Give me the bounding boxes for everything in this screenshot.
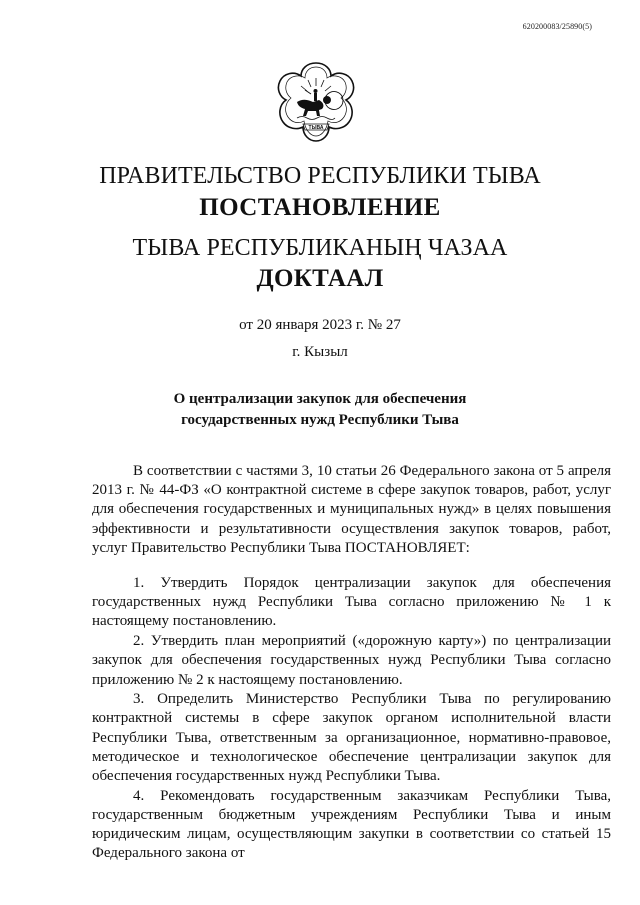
- emblem-banner-text: ТЫВА: [308, 125, 324, 131]
- decree-city: г. Кызыл: [292, 344, 348, 360]
- government-heading-tuvan: ТЫВА РЕСПУБЛИКАНЫҢ ЧАЗАА: [132, 235, 508, 261]
- registry-number: 620200083/25890(5): [522, 22, 592, 31]
- decree-heading-tuvan: ДОКТААЛ: [256, 265, 384, 292]
- government-heading: ПРАВИТЕЛЬСТВО РЕСПУБЛИКИ ТЫВА: [99, 163, 541, 189]
- decree-item: 4. Рекомендовать государственным заказчикам Республики Тыва, государственным бюджетным учреждениям Республики Тыва и иным юридическим лицам, осуществляющим закупки в соответствии со статьей 15 Федерального закона от: [92, 787, 611, 862]
- decree-item: 2. Утвердить план мероприятий («дорожную карту») по централизации закупок для обеспечения государственных нужд Республики Тыва согласно приложению № 2 к настоящему постановлению.: [92, 633, 611, 688]
- preamble-block: [92, 462, 611, 558]
- decree-title-line: О централизации закупок для обеспечения: [173, 391, 467, 407]
- decree-title-line: государственных нужд Республики Тыва: [181, 412, 459, 428]
- decree-heading: ПОСТАНОВЛЕНИЕ: [199, 194, 441, 221]
- decree-title: [0, 389, 640, 431]
- preamble-paragraph: В соответствии с частями 3, 10 статьи 26 Федерального закона от 5 апреля 2013 г. № 44-ФЗ «О контрактной системе в сфере закупок товаров, работ, услуг для обеспечения государственных и муниципальных нужд» в целях повышения эффективности и результативности осуществления закупок товаров, работ, услуг Правительство Республики Тыва ПОСТАНОВЛЯЕТ:: [92, 463, 611, 556]
- decree-item: 3. Определить Министерство Республики Тыва по регулированию контрактной системы в сфере закупок органом исполнительной власти Республики Тыва, ответственным за организационное, нормативно-правовое, методическое и технологическое обеспечение централизации закупок для обеспечения государственных нужд Республики Тыва.: [92, 691, 611, 785]
- decree-item: 1. Утвердить Порядок централизации закупок для обеспечения государственных нужд Республики Тыва согласно приложению № 1 к настоящему постановлению.: [92, 575, 611, 630]
- decree-items: [92, 574, 611, 864]
- tyva-coat-of-arms-icon: [275, 60, 357, 144]
- decree-date: от 20 января 2023 г. № 27: [239, 317, 401, 333]
